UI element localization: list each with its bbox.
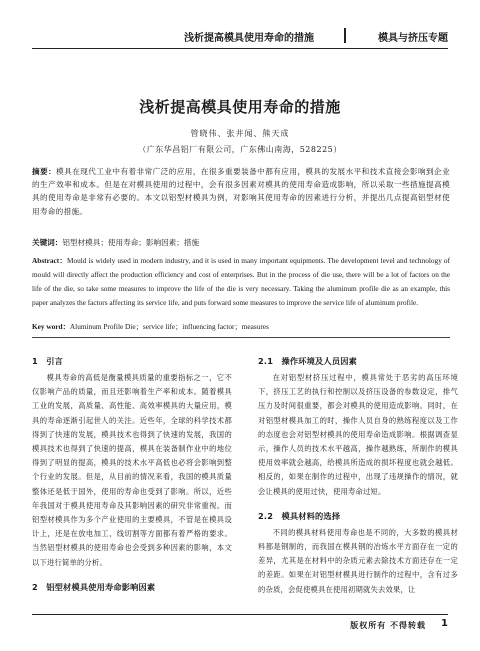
abstract-divider xyxy=(32,337,450,338)
section-2-2-text: 不同的模具材料使用寿命也是不同的，大多数的模具材料都是钢制的，而我国在模具钢的冶炼水平方面存在一定的差异，尤其是在材料中的杂质元素去除技术方面还存在一定的差距。如果在对铝型材模具进行制作的过程中，含有过多的杂质，会促使模具在使用初期就失去效果，让 xyxy=(258,527,458,594)
right-column xyxy=(258,354,458,597)
keywords-chinese xyxy=(32,237,450,248)
left-column xyxy=(32,354,232,597)
keywords-cn-text: 铝型材模具；使用寿命；影响因素；措施 xyxy=(62,238,200,247)
section-2-2-heading: 2.2 模具材料的选择 xyxy=(258,510,341,521)
abstract-cn-label: 摘要： xyxy=(32,167,57,176)
keywords-en-text: Aluminum Profile Die；service life；influencing factor；measures xyxy=(69,322,269,331)
authors: 管晓伟、张井闻、熊天成 xyxy=(190,129,290,138)
keywords-english xyxy=(32,322,450,332)
running-header xyxy=(32,26,448,49)
abstract-en-text: Mould is widely used in modern industry, and it is used in many important equipments. The development level and technology of mould will directly affect the production efficiency and cost of enterprises. But in the process of die use, there will be a lot of factors on the life of the die, so take some measures to improve the life of the die is very necessary. Taking the aluminum profile die as an example, this paper analyzes the factors affecting its service life, and puts forward some measures to improve the service life of aluminum profile. xyxy=(32,256,450,308)
header-section-name: 模具与挤压专题 xyxy=(378,33,448,44)
keywords-en-label: Key word： xyxy=(32,322,70,331)
keywords-cn-label: 关键词： xyxy=(32,238,63,247)
page-footer xyxy=(32,614,448,635)
affiliation: （广东华昌铝厂有限公司，广东佛山南海，528225） xyxy=(138,145,342,154)
header-separator xyxy=(344,28,346,43)
abstract-cn-text: 模具在现代工业中有着非常广泛的应用，在很多重要装备中都有应用，模具的发展水平和技术直接会影响到企业的生产效率和成本。但是在对模具使用的过程中，会有很多因素对模具的使用寿命造成影响，所以采取一些措施提高模具的使用寿命是非常有必要的。本文以铝型材模具为例，对影响其使用寿命的因素进行分析，并提出几点提高铝型材使用寿命的措施。 xyxy=(32,167,450,216)
header-title: 浅析提高模具使用寿命的措施 xyxy=(184,33,314,44)
copyright-notice: 版权所有 不得转载 xyxy=(350,621,426,630)
section-1-text: 模具寿命的高低是衡量模具质量的重要指标之一，它不仅影响产品的质量，而且还影响着生产率和成本。随着模具工业的发展，高质量、高性能、高效率模具的大量应用，模具的寿命逐渐引起世人的关注。近些年，全球的科学技术都得到了快速的发展，模具技术也得到了快速的发展，我国的模具技术也得到了快速的提高，模具在装备制作业中的地位得到了明显的提高，模具的技术水平高低也必将会影响到整个行业的发展。但是，从目前的情况来看，我国的模具质量整体还是低于国外，使用的寿命也受到了影响。所以，近些年我国对于模具使用寿命及其影响因素的研究非常重视。而铝型材模具作为多个产业使用的主要模具，不管是在模具设计上，还是在放电加工、线切割等方面都有着严格的要求。当然铝型材模具的使用寿命也会受到多种因素的影响，本文以下进行简单的分析。 xyxy=(32,373,232,567)
section-1-heading: 1 引言 xyxy=(32,356,64,366)
section-2-1-text: 在对铝型材挤压过程中，模具常处于恶劣的高压环境下，挤压工艺的执行和控制以及挤压设备的参数设定，排气压力及时间很重要，都会对模具的使用造成影响。同时，在对铝型材模具加工的时，操作人员自身的熟练程度以及工作的态度也会对铝型材模具的使用寿命造成影响。根据调查显示，操作人员的技术水平越高，操作越熟练，所制作的模具使用效率就会越高，给模具所造成的损坏程度也就会越低。相反的，如果在制作的过程中，出现了违规操作的情况，就会让模具的使用过快，使用寿命过短。 xyxy=(258,373,458,496)
page-number: 1 xyxy=(441,618,448,629)
section-2-1-heading: 2.1 操作环境及人员因素 xyxy=(258,356,357,366)
section-2-heading: 2 铝型材模具使用寿命影响因素 xyxy=(32,581,156,592)
abstract-english xyxy=(32,254,450,310)
article-title: 浅析提高模具使用寿命的措施 xyxy=(139,98,341,116)
abstract-chinese xyxy=(32,165,450,218)
abstract-en-label: Abstract： xyxy=(32,256,67,265)
